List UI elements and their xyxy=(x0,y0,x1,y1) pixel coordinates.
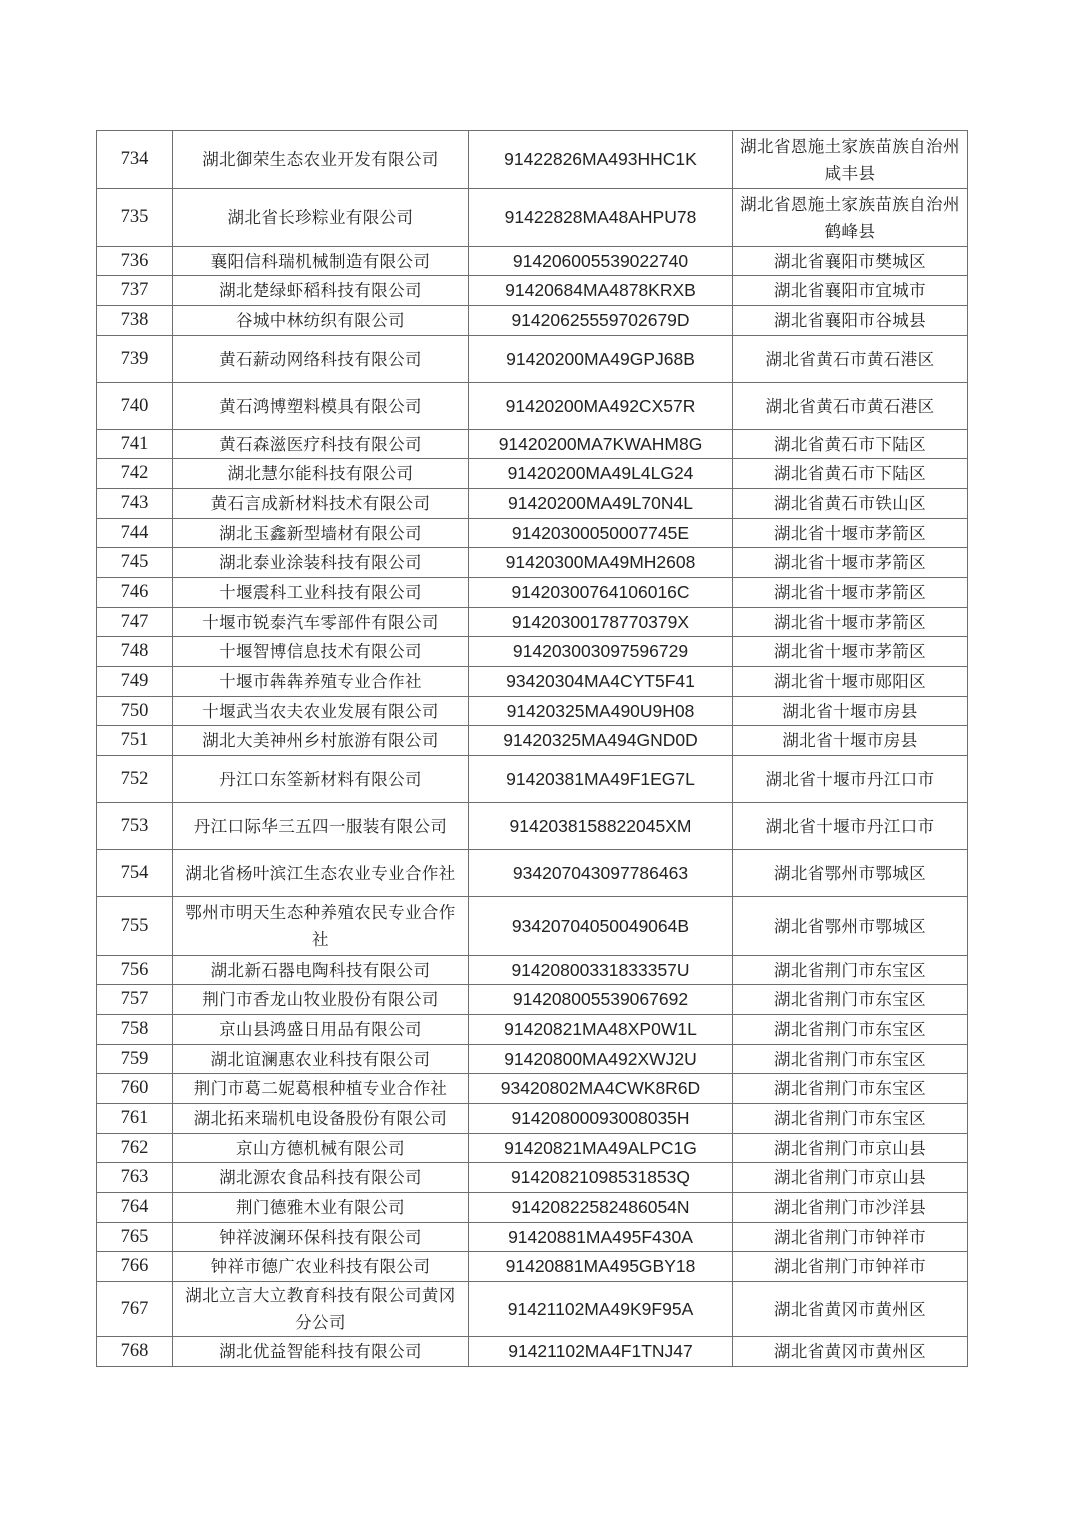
credit-code: 93420802MA4CWK8R6D xyxy=(469,1074,733,1104)
table-row xyxy=(97,726,968,756)
table-row xyxy=(97,519,968,548)
company-name: 湖北慧尔能科技有限公司 xyxy=(173,459,469,489)
row-number: 756 xyxy=(97,956,173,985)
region-name: 湖北省襄阳市宜城市 xyxy=(733,276,968,306)
company-name: 钟祥市德广农业科技有限公司 xyxy=(173,1252,469,1282)
company-name: 京山方德机械有限公司 xyxy=(173,1134,469,1163)
region-name: 湖北省十堰市茅箭区 xyxy=(733,548,968,578)
table-row xyxy=(97,1163,968,1193)
row-number: 739 xyxy=(97,336,173,383)
table-row xyxy=(97,306,968,336)
company-name: 湖北御荣生态农业开发有限公司 xyxy=(173,131,469,189)
row-number: 740 xyxy=(97,383,173,430)
row-number: 764 xyxy=(97,1193,173,1223)
table-row xyxy=(97,131,968,189)
credit-code: 91420800MA492XWJ2U xyxy=(469,1045,733,1074)
table-row xyxy=(97,897,968,956)
row-number: 750 xyxy=(97,697,173,726)
credit-code: 91420821MA49ALPC1G xyxy=(469,1134,733,1163)
credit-code: 91422826MA493HHC1K xyxy=(469,131,733,189)
table-body xyxy=(97,131,968,1367)
company-name: 丹江口际华三五四一服装有限公司 xyxy=(173,803,469,850)
row-number: 734 xyxy=(97,131,173,189)
row-number: 766 xyxy=(97,1252,173,1282)
company-registry-table xyxy=(96,130,968,1367)
row-number: 765 xyxy=(97,1223,173,1252)
region-name: 湖北省荆门市京山县 xyxy=(733,1134,968,1163)
row-number: 761 xyxy=(97,1104,173,1134)
region-name: 湖北省襄阳市谷城县 xyxy=(733,306,968,336)
company-name: 黄石薪动网络科技有限公司 xyxy=(173,336,469,383)
credit-code: 91420822582486054N xyxy=(469,1193,733,1223)
table-row xyxy=(97,850,968,897)
credit-code: 91420200MA49L4LG24 xyxy=(469,459,733,489)
region-name: 湖北省黄石市黄石港区 xyxy=(733,336,968,383)
credit-code: 91420200MA49L70N4L xyxy=(469,489,733,519)
table-row xyxy=(97,276,968,306)
table-row xyxy=(97,1104,968,1134)
row-number: 737 xyxy=(97,276,173,306)
credit-code: 91420325MA490U9H08 xyxy=(469,697,733,726)
row-number: 748 xyxy=(97,637,173,667)
credit-code: 91420300050007745E xyxy=(469,519,733,548)
region-name: 湖北省荆门市钟祥市 xyxy=(733,1252,968,1282)
row-number: 762 xyxy=(97,1134,173,1163)
region-name: 湖北省十堰市房县 xyxy=(733,697,968,726)
table-row xyxy=(97,459,968,489)
credit-code: 9142038158822045XM xyxy=(469,803,733,850)
credit-code: 91420300764106016C xyxy=(469,578,733,608)
region-name: 湖北省黄冈市黄州区 xyxy=(733,1282,968,1337)
company-name: 十堰市犇犇养殖专业合作社 xyxy=(173,667,469,697)
region-name: 湖北省荆门市东宝区 xyxy=(733,985,968,1015)
region-name: 湖北省荆门市东宝区 xyxy=(733,1045,968,1074)
table-row xyxy=(97,383,968,430)
credit-code: 91420881MA495F430A xyxy=(469,1223,733,1252)
region-name: 湖北省襄阳市樊城区 xyxy=(733,247,968,276)
region-name: 湖北省十堰市房县 xyxy=(733,726,968,756)
row-number: 760 xyxy=(97,1074,173,1104)
table-row xyxy=(97,803,968,850)
table-row xyxy=(97,956,968,985)
credit-code: 91420625559702679D xyxy=(469,306,733,336)
table-row xyxy=(97,1193,968,1223)
credit-code: 91420325MA494GND0D xyxy=(469,726,733,756)
table-row xyxy=(97,608,968,637)
row-number: 754 xyxy=(97,850,173,897)
credit-code: 914206005539022740 xyxy=(469,247,733,276)
region-name: 湖北省荆门市京山县 xyxy=(733,1163,968,1193)
credit-code: 91421102MA49K9F95A xyxy=(469,1282,733,1337)
row-number: 752 xyxy=(97,756,173,803)
company-name: 湖北源农食品科技有限公司 xyxy=(173,1163,469,1193)
row-number: 768 xyxy=(97,1337,173,1367)
company-name: 荆门德雅木业有限公司 xyxy=(173,1193,469,1223)
credit-code: 91420800093008035H xyxy=(469,1104,733,1134)
region-name: 湖北省十堰市茅箭区 xyxy=(733,519,968,548)
region-name: 湖北省荆门市东宝区 xyxy=(733,956,968,985)
company-name: 湖北省长珍粽业有限公司 xyxy=(173,189,469,247)
credit-code: 91420821MA48XP0W1L xyxy=(469,1015,733,1045)
credit-code: 91420300MA49MH2608 xyxy=(469,548,733,578)
table-row xyxy=(97,756,968,803)
table-row xyxy=(97,336,968,383)
credit-code: 91422828MA48AHPU78 xyxy=(469,189,733,247)
table-row xyxy=(97,189,968,247)
company-name: 荆门市香龙山牧业股份有限公司 xyxy=(173,985,469,1015)
company-name: 黄石森滋医疗科技有限公司 xyxy=(173,430,469,459)
credit-code: 91420381MA49F1EG7L xyxy=(469,756,733,803)
table-row xyxy=(97,1134,968,1163)
credit-code: 91420800331833357U xyxy=(469,956,733,985)
table-row xyxy=(97,1282,968,1337)
row-number: 738 xyxy=(97,306,173,336)
company-name: 湖北大美神州乡村旅游有限公司 xyxy=(173,726,469,756)
region-name: 湖北省十堰市茅箭区 xyxy=(733,578,968,608)
region-name: 湖北省十堰市茅箭区 xyxy=(733,637,968,667)
region-name: 湖北省恩施土家族苗族自治州鹤峰县 xyxy=(733,189,968,247)
table-row xyxy=(97,1074,968,1104)
company-name: 湖北谊澜惠农业科技有限公司 xyxy=(173,1045,469,1074)
credit-code: 91420200MA492CX57R xyxy=(469,383,733,430)
table-row xyxy=(97,1015,968,1045)
company-name: 湖北立言大立教育科技有限公司黄冈分公司 xyxy=(173,1282,469,1337)
row-number: 767 xyxy=(97,1282,173,1337)
table-row xyxy=(97,1337,968,1367)
company-name: 湖北拓来瑞机电设备股份有限公司 xyxy=(173,1104,469,1134)
region-name: 湖北省荆门市东宝区 xyxy=(733,1015,968,1045)
row-number: 753 xyxy=(97,803,173,850)
table-row xyxy=(97,637,968,667)
company-name: 鄂州市明天生态种养殖农民专业合作社 xyxy=(173,897,469,956)
region-name: 湖北省黄石市下陆区 xyxy=(733,459,968,489)
company-name: 荆门市葛二妮葛根种植专业合作社 xyxy=(173,1074,469,1104)
company-name: 湖北省杨叶滨江生态农业专业合作社 xyxy=(173,850,469,897)
company-name: 黄石言成新材料技术有限公司 xyxy=(173,489,469,519)
row-number: 747 xyxy=(97,608,173,637)
region-name: 湖北省十堰市茅箭区 xyxy=(733,608,968,637)
company-name: 十堰市锐泰汽车零部件有限公司 xyxy=(173,608,469,637)
row-number: 743 xyxy=(97,489,173,519)
region-name: 湖北省荆门市钟祥市 xyxy=(733,1223,968,1252)
row-number: 749 xyxy=(97,667,173,697)
region-name: 湖北省荆门市沙洋县 xyxy=(733,1193,968,1223)
company-name: 襄阳信科瑞机械制造有限公司 xyxy=(173,247,469,276)
table-row xyxy=(97,1252,968,1282)
credit-code: 934207043097786463 xyxy=(469,850,733,897)
company-name: 湖北楚绿虾稻科技有限公司 xyxy=(173,276,469,306)
row-number: 746 xyxy=(97,578,173,608)
region-name: 湖北省鄂州市鄂城区 xyxy=(733,897,968,956)
region-name: 湖北省恩施土家族苗族自治州咸丰县 xyxy=(733,131,968,189)
table-row xyxy=(97,1223,968,1252)
credit-code: 91420300178770379X xyxy=(469,608,733,637)
region-name: 湖北省黄石市铁山区 xyxy=(733,489,968,519)
company-name: 湖北玉鑫新型墙材有限公司 xyxy=(173,519,469,548)
region-name: 湖北省十堰市丹江口市 xyxy=(733,756,968,803)
company-name: 湖北新石器电陶科技有限公司 xyxy=(173,956,469,985)
region-name: 湖北省荆门市东宝区 xyxy=(733,1104,968,1134)
company-name: 十堰武当农夫农业发展有限公司 xyxy=(173,697,469,726)
table-row xyxy=(97,578,968,608)
company-name: 黄石鸿博塑料模具有限公司 xyxy=(173,383,469,430)
table-row xyxy=(97,247,968,276)
row-number: 763 xyxy=(97,1163,173,1193)
table-row xyxy=(97,697,968,726)
region-name: 湖北省十堰市丹江口市 xyxy=(733,803,968,850)
credit-code: 91420821098531853Q xyxy=(469,1163,733,1193)
credit-code: 91420200MA49GPJ68B xyxy=(469,336,733,383)
table-row xyxy=(97,667,968,697)
company-name: 湖北泰业涂装科技有限公司 xyxy=(173,548,469,578)
region-name: 湖北省鄂州市鄂城区 xyxy=(733,850,968,897)
company-name: 谷城中林纺织有限公司 xyxy=(173,306,469,336)
credit-code: 91421102MA4F1TNJ47 xyxy=(469,1337,733,1367)
company-name: 十堰震科工业科技有限公司 xyxy=(173,578,469,608)
credit-code: 914208005539067692 xyxy=(469,985,733,1015)
region-name: 湖北省荆门市东宝区 xyxy=(733,1074,968,1104)
company-name: 十堰智博信息技术有限公司 xyxy=(173,637,469,667)
row-number: 759 xyxy=(97,1045,173,1074)
region-name: 湖北省黄石市黄石港区 xyxy=(733,383,968,430)
row-number: 742 xyxy=(97,459,173,489)
credit-code: 914203003097596729 xyxy=(469,637,733,667)
table-row xyxy=(97,548,968,578)
region-name: 湖北省十堰市郧阳区 xyxy=(733,667,968,697)
row-number: 745 xyxy=(97,548,173,578)
table-row xyxy=(97,1045,968,1074)
company-name: 湖北优益智能科技有限公司 xyxy=(173,1337,469,1367)
table-row xyxy=(97,489,968,519)
company-name: 丹江口东筌新材料有限公司 xyxy=(173,756,469,803)
row-number: 744 xyxy=(97,519,173,548)
row-number: 736 xyxy=(97,247,173,276)
row-number: 755 xyxy=(97,897,173,956)
row-number: 741 xyxy=(97,430,173,459)
company-name: 钟祥波澜环保科技有限公司 xyxy=(173,1223,469,1252)
row-number: 751 xyxy=(97,726,173,756)
table-row xyxy=(97,430,968,459)
row-number: 757 xyxy=(97,985,173,1015)
credit-code: 91420881MA495GBY18 xyxy=(469,1252,733,1282)
credit-code: 93420304MA4CYT5F41 xyxy=(469,667,733,697)
credit-code: 93420704050049064B xyxy=(469,897,733,956)
row-number: 735 xyxy=(97,189,173,247)
company-name: 京山县鸿盛日用品有限公司 xyxy=(173,1015,469,1045)
table-row xyxy=(97,985,968,1015)
region-name: 湖北省黄冈市黄州区 xyxy=(733,1337,968,1367)
credit-code: 91420684MA4878KRXB xyxy=(469,276,733,306)
credit-code: 91420200MA7KWAHM8G xyxy=(469,430,733,459)
row-number: 758 xyxy=(97,1015,173,1045)
region-name: 湖北省黄石市下陆区 xyxy=(733,430,968,459)
